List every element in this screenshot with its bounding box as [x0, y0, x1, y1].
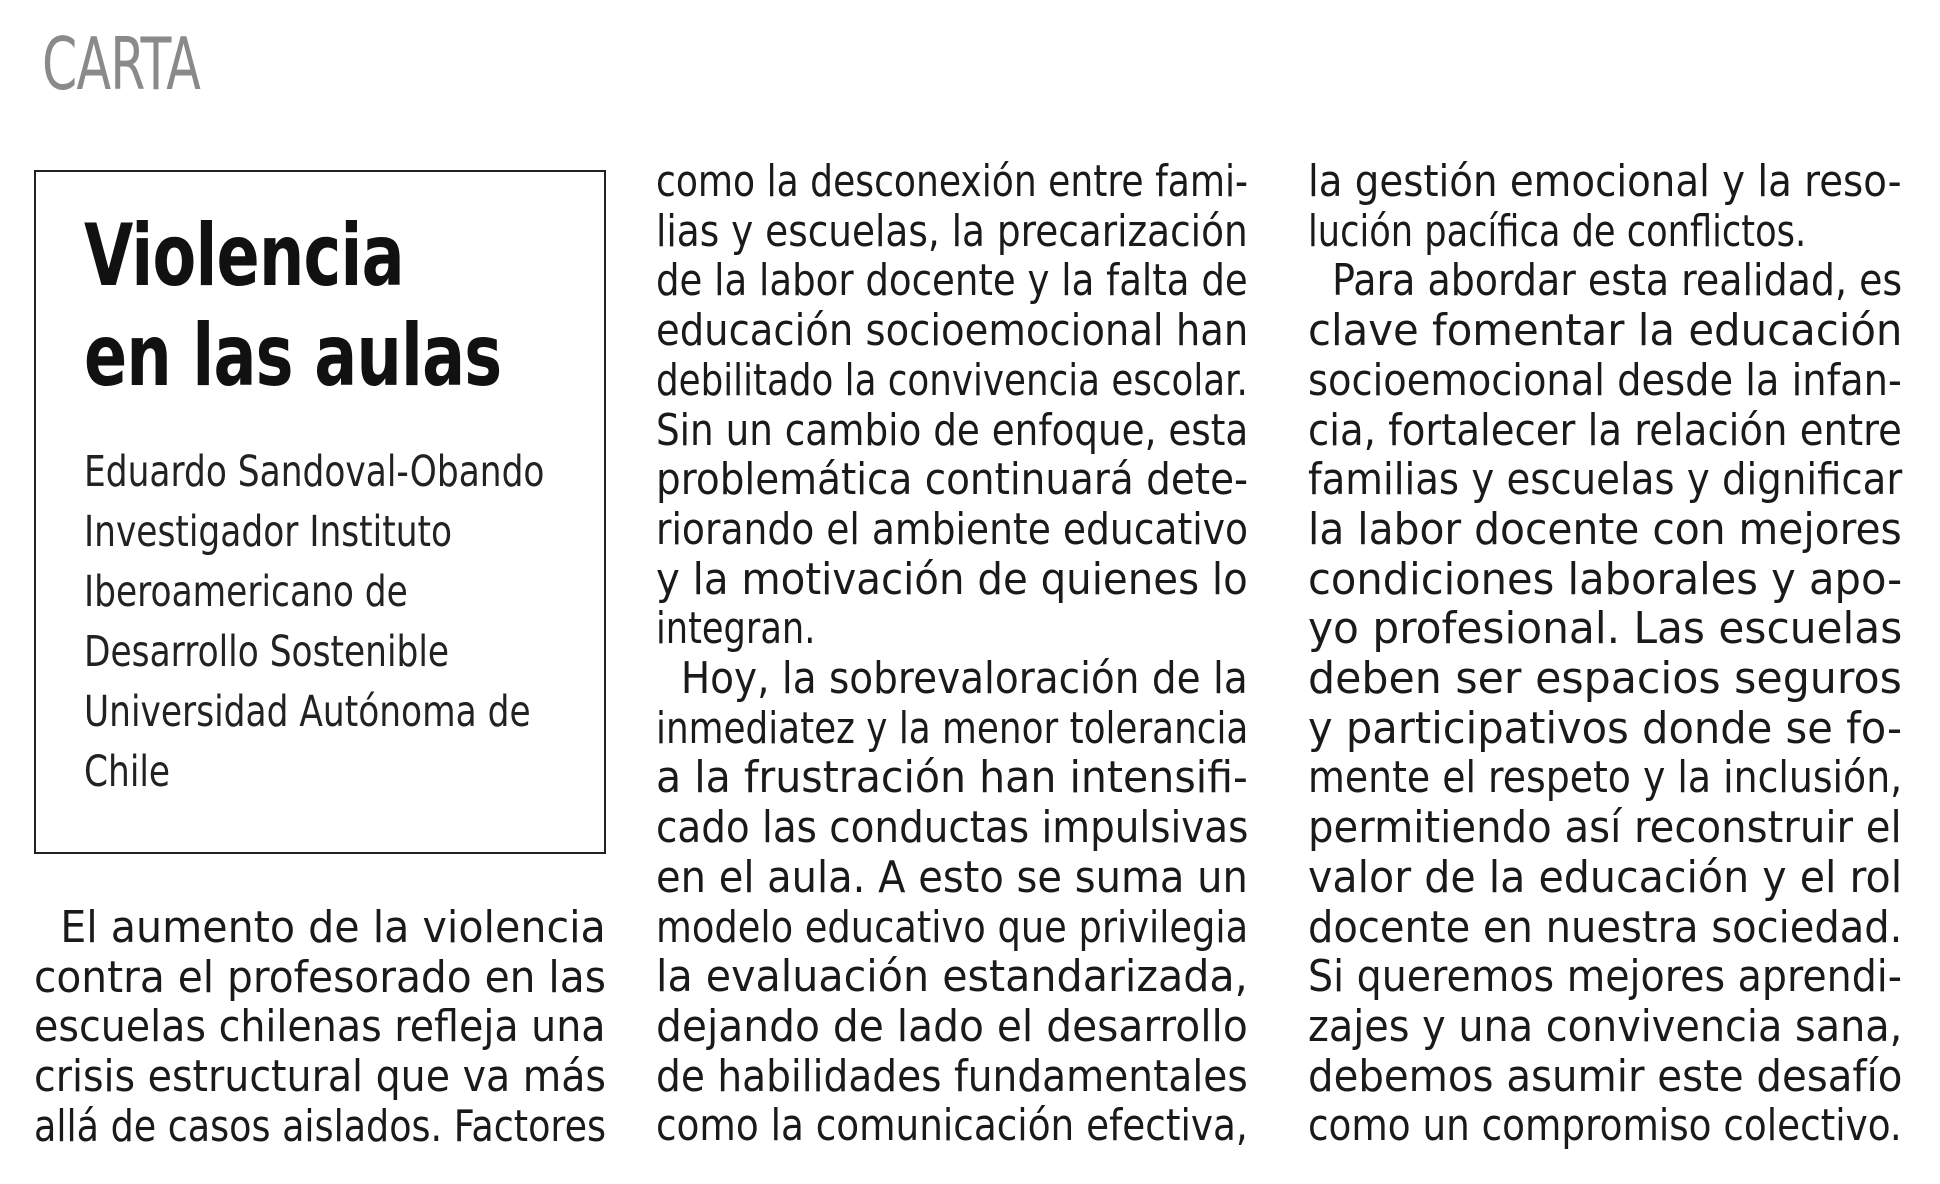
body-line: docente en nuestra sociedad.: [1308, 901, 1903, 953]
body-line: yo profesional. Las escuelas: [1308, 603, 1903, 655]
body-line: El aumento de la violencia: [60, 902, 606, 953]
body-line: Sin un cambio de enfoque, esta: [656, 404, 1249, 456]
body-line: de habilidades fundamentales: [656, 1050, 1248, 1102]
article-title: [84, 206, 602, 406]
section-label: CARTA: [42, 22, 200, 106]
body-line: la gestión emocional y la reso-: [1308, 156, 1902, 207]
title-line: Violencia: [84, 206, 404, 306]
body-line: lución pacífica de conflictos.: [1308, 205, 1807, 257]
author-line: Investigador Instituto: [84, 507, 453, 557]
body-line: Hoy, la sobrevaloración de la: [680, 653, 1248, 705]
body-line: dejando de lado el desarrollo: [656, 1000, 1248, 1052]
body-line: deben ser espacios seguros: [1308, 653, 1902, 705]
author-line: Iberoamericano de: [84, 567, 408, 617]
body-line: problemática continuará dete-: [656, 454, 1249, 506]
body-line: la labor docente con mejores: [1308, 503, 1902, 555]
body-line: como un compromiso colectivo.: [1308, 1100, 1902, 1152]
title-line: en las aulas: [84, 306, 502, 406]
body-line: cado las conductas impulsivas: [656, 802, 1249, 854]
body-line: riorando el ambiente educativo: [656, 503, 1249, 555]
author-line: Universidad Autónoma de: [84, 687, 531, 737]
body-line: integran.: [656, 603, 816, 655]
body-line: mente el respeto y la inclusión,: [1308, 752, 1903, 804]
body-line: a la frustración han intensifi-: [656, 752, 1248, 804]
body-line: la evaluación estandarizada,: [656, 951, 1248, 1003]
author-line: Desarrollo Sostenible: [84, 627, 450, 677]
author-byline: [84, 442, 596, 802]
body-line: como la comunicación efectiva,: [656, 1100, 1248, 1152]
body-line: educación socioemocional han: [656, 305, 1249, 357]
body-line: zajes y una convivencia sana,: [1308, 1000, 1903, 1052]
body-line: crisis estructural que va más: [34, 1051, 607, 1103]
body-line: inmediatez y la menor tolerancia: [656, 702, 1249, 754]
body-line: cia, fortalecer la relación entre: [1308, 404, 1902, 456]
body-column-3: [1308, 157, 1902, 1151]
body-line: valor de la educación y el rol: [1308, 851, 1903, 903]
body-line: Para abordar esta realidad, es: [1332, 255, 1903, 307]
body-line: condiciones laborales y apo-: [1308, 553, 1903, 605]
body-line: contra el profesorado en las: [34, 951, 606, 1003]
author-line: Eduardo Sandoval-Obando: [84, 447, 545, 497]
title-box: [34, 170, 606, 854]
body-line: familias y escuelas y dignificar: [1308, 454, 1903, 506]
body-line: debilitado la convivencia escolar.: [656, 354, 1248, 406]
body-line: Si queremos mejores aprendi-: [1308, 951, 1903, 1003]
body-line: allá de casos aislados. Factores: [34, 1100, 607, 1152]
body-line: permitiendo así reconstruir el: [1308, 802, 1902, 854]
body-line: como la desconexión entre fami-: [656, 156, 1249, 207]
body-line: clave fomentar la educación: [1308, 305, 1903, 357]
body-line: lias y escuelas, la precarización: [656, 205, 1248, 257]
body-line: socioemocional desde la infan-: [1308, 354, 1902, 406]
body-line: debemos asumir este desafío: [1308, 1050, 1903, 1102]
body-line: de la labor docente y la falta de: [656, 255, 1248, 307]
body-line: escuelas chilenas refleja una: [34, 1001, 606, 1053]
body-column-2: [656, 157, 1248, 1151]
body-line: modelo educativo que privilegia: [656, 901, 1249, 953]
body-line: en el aula. A esto se suma un: [656, 851, 1248, 903]
body-line: y participativos donde se fo-: [1308, 702, 1902, 754]
body-column-1: [34, 903, 606, 1152]
body-line: y la motivación de quienes lo: [656, 553, 1248, 605]
author-line: Chile: [84, 747, 171, 797]
